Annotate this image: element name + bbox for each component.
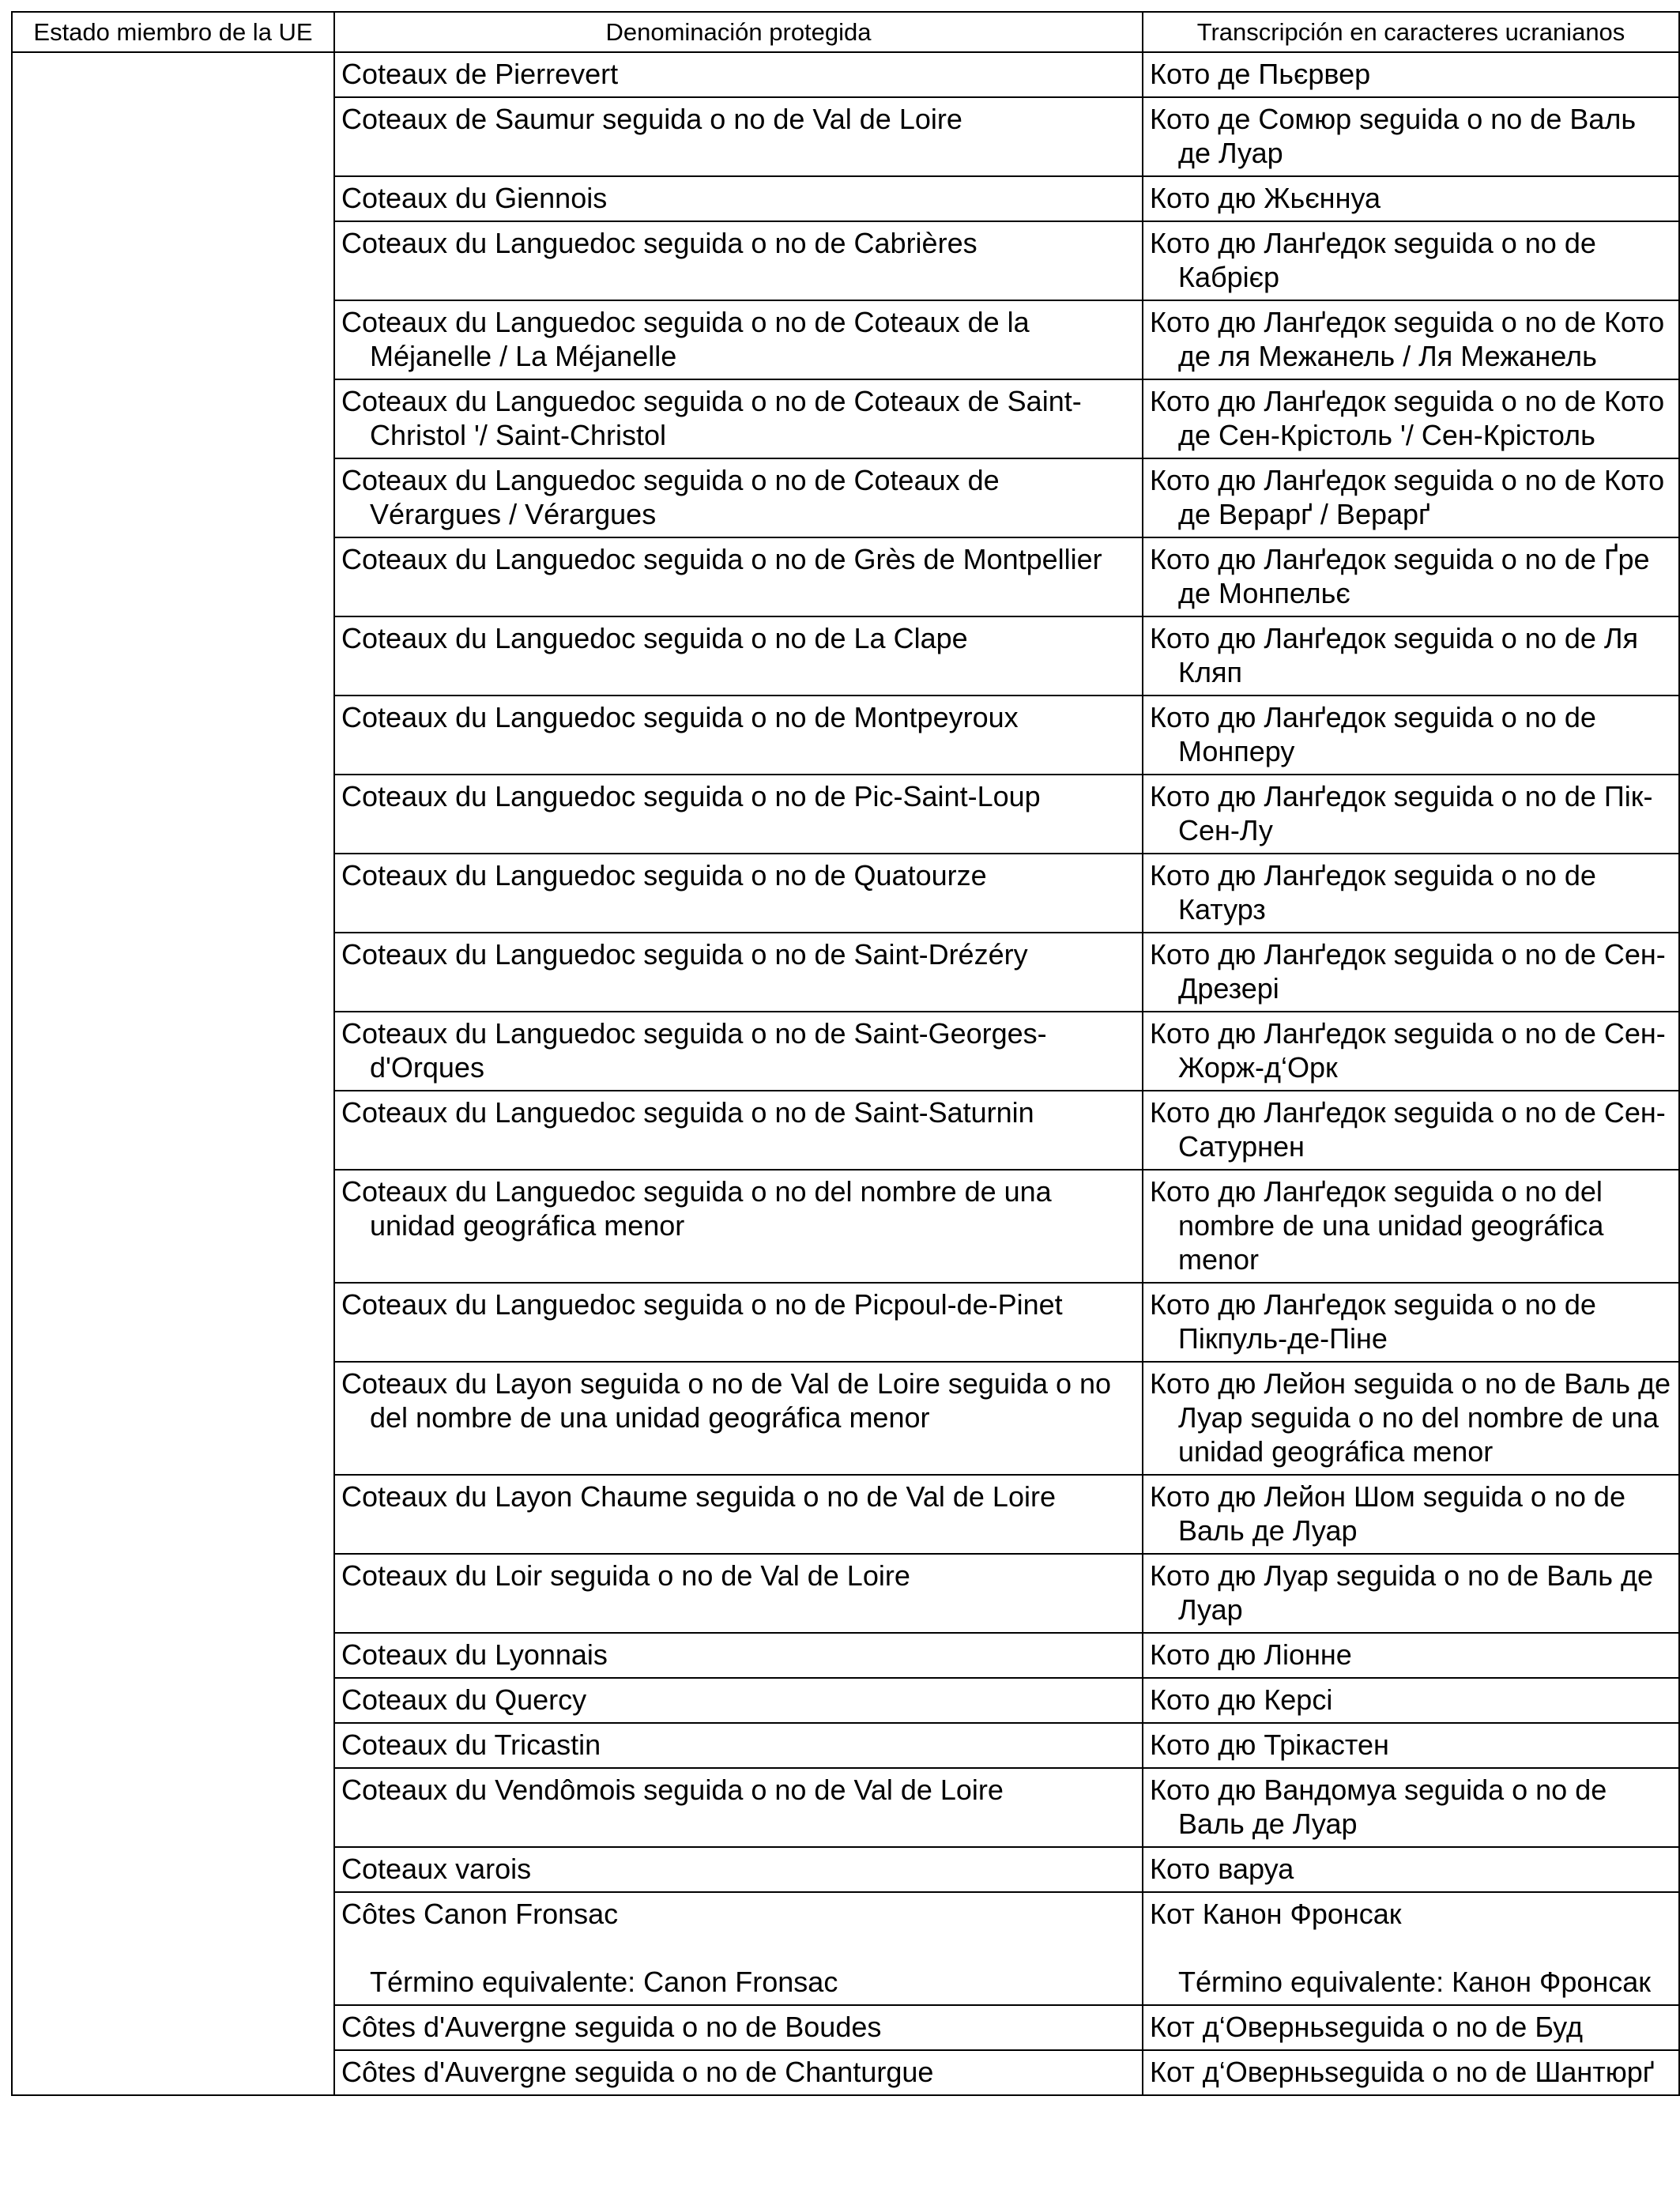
- protected-name-cell: [334, 2005, 1143, 2050]
- table-row: [12, 52, 1679, 97]
- transcription-text: Кот д‘Оверньseguida o no de Буд: [1150, 2011, 1583, 2043]
- protected-name-cell: [334, 2050, 1143, 2095]
- transcription-cell: [1143, 775, 1679, 854]
- protected-name-text: Coteaux du Languedoc seguida o no de Saint-Drézéry: [341, 938, 1028, 971]
- protected-name-text: Coteaux du Layon Chaume seguida o no de Val de Loire: [341, 1480, 1056, 1513]
- transcription-cell: [1143, 1554, 1679, 1633]
- protected-name-text: Coteaux du Loir seguida o no de Val de Loire: [341, 1559, 910, 1592]
- transcription-text: Кото дю Ланґедок seguida o no de Катурз: [1150, 859, 1596, 925]
- transcription-cell: [1143, 1723, 1679, 1768]
- protected-name-cell: [334, 1768, 1143, 1847]
- transcription-text: Кото дю Ланґедок seguida o no de Ля Кляп: [1150, 622, 1638, 688]
- protected-name-text: Côtes Canon Fronsac: [341, 1898, 619, 1930]
- protected-name-cell: [334, 1633, 1143, 1678]
- transcription-text: Кот Канон Фронсак: [1150, 1898, 1402, 1930]
- transcription-cell: [1143, 300, 1679, 379]
- transcription-cell: [1143, 1091, 1679, 1170]
- transcription-cell: [1143, 52, 1679, 97]
- transcription-text: Кото дю Ланґедок seguida o no del nombre de una unidad geográfica menor: [1150, 1175, 1604, 1276]
- transcription-cell: [1143, 1847, 1679, 1892]
- protected-name-text: Coteaux varois: [341, 1853, 532, 1885]
- protected-name-text: Coteaux du Languedoc seguida o no de Cabrières: [341, 227, 977, 259]
- transcription-cell: [1143, 696, 1679, 775]
- protected-name-text: Coteaux de Saumur seguida o no de Val de Loire: [341, 103, 962, 135]
- protected-name-cell: [334, 696, 1143, 775]
- transcription-text: Кото дю Ланґедок seguida o no de Кото де Верарґ / Верарґ: [1150, 464, 1665, 530]
- protected-name-cell: [334, 1678, 1143, 1723]
- protected-name-cell: [334, 176, 1143, 221]
- protected-name-text: Coteaux du Giennois: [341, 182, 608, 214]
- transcription-cell: [1143, 97, 1679, 176]
- transcription-cell: [1143, 458, 1679, 537]
- protected-name-text: Coteaux du Languedoc seguida o no de Coteaux de Vérargues / Vérargues: [341, 464, 1000, 530]
- header-state: Estado miembro de la UE: [12, 12, 334, 52]
- transcription-text: Кото дю Ланґедок seguida o no de Кабрієр: [1150, 227, 1596, 293]
- protected-name-text: Coteaux du Languedoc seguida o no de Pic-Saint-Loup: [341, 780, 1041, 812]
- header-transcription: Transcripción en caracteres ucranianos: [1143, 12, 1679, 52]
- protected-name-text: Coteaux du Lyonnais: [341, 1638, 608, 1671]
- protected-name-text: Coteaux du Languedoc seguida o no de Quatourze: [341, 859, 987, 892]
- transcription-cell: [1143, 1012, 1679, 1091]
- protected-name-cell: [334, 1847, 1143, 1892]
- protected-name-cell: [334, 458, 1143, 537]
- protected-name-cell: [334, 221, 1143, 300]
- protected-name-text: Coteaux du Tricastin: [341, 1728, 601, 1761]
- transcription-text: Кото дю Ланґедок seguida o no de Сен-Жорж-д‘Орк: [1150, 1017, 1666, 1084]
- transcription-text: Кото дю Жьєннуа: [1150, 182, 1381, 214]
- protected-name-text: Coteaux du Languedoc seguida o no de Grès de Montpellier: [341, 543, 1102, 575]
- transcription-cell: [1143, 616, 1679, 696]
- protected-name-cell: [334, 1012, 1143, 1091]
- protected-name-cell: [334, 854, 1143, 933]
- transcription-text: Кото дю Ланґедок seguida o no de Кото де Сен-Крістоль '/ Сен-Крістоль: [1150, 385, 1665, 451]
- transcription-cell: [1143, 537, 1679, 616]
- protected-name-text: Coteaux du Languedoc seguida o no de Coteaux de Saint-Christol '/ Saint-Christol: [341, 385, 1082, 451]
- protected-equivalent-term: Término equivalente: Canon Fronsac: [370, 1966, 838, 1998]
- protected-name-text: Coteaux de Pierrevert: [341, 58, 619, 90]
- protected-name-cell: [334, 616, 1143, 696]
- transcription-cell: [1143, 1475, 1679, 1554]
- protected-name-cell: [334, 1723, 1143, 1768]
- protected-name-cell: [334, 300, 1143, 379]
- protected-name-text: Coteaux du Languedoc seguida o no de La Clape: [341, 622, 968, 654]
- transcription-cell: [1143, 1633, 1679, 1678]
- table-body: [12, 52, 1679, 2095]
- transcription-text: Кото дю Ліонне: [1150, 1638, 1352, 1671]
- transcription-cell: [1143, 2005, 1679, 2050]
- transcription-cell: [1143, 1768, 1679, 1847]
- transcription-text: Кото дю Лейон seguida o no de Валь де Луар seguida o no del nombre de una unidad geográfica menor: [1150, 1367, 1671, 1468]
- transcription-text: Кот д‘Оверньseguida o no de Шантюрґ: [1150, 2056, 1655, 2088]
- protected-name-cell: [334, 1892, 1143, 2005]
- transcription-text: Кото дю Лейон Шом seguida o no de Валь де Луар: [1150, 1480, 1625, 1547]
- protected-name-cell: [334, 52, 1143, 97]
- transcription-text: Кото де Сомюр seguida o no de Валь де Луар: [1150, 103, 1637, 169]
- protected-name-text: Coteaux du Languedoc seguida o no de Saint-Georges-d'Orques: [341, 1017, 1047, 1084]
- header-row: [12, 12, 1679, 52]
- transcription-text: Кото дю Трікастен: [1150, 1728, 1389, 1761]
- protected-name-text: Côtes d'Auvergne seguida o no de Boudes: [341, 2011, 882, 2043]
- transcription-cell: [1143, 1892, 1679, 2005]
- transcription-text: Кото дю Вандомуа seguida o no de Валь де Луар: [1150, 1774, 1607, 1840]
- protected-name-text: Coteaux du Languedoc seguida o no de Coteaux de la Méjanelle / La Méjanelle: [341, 306, 1030, 372]
- protected-name-cell: [334, 1170, 1143, 1283]
- protected-name-text: Coteaux du Vendômois seguida o no de Val de Loire: [341, 1774, 1004, 1806]
- protected-name-text: Coteaux du Quercy: [341, 1683, 587, 1716]
- transcription-cell: [1143, 379, 1679, 458]
- transcription-equivalent-term: Término equivalente: Канон Фронсак: [1178, 1966, 1652, 1998]
- protected-name-text: Coteaux du Languedoc seguida o no de Saint-Saturnin: [341, 1096, 1034, 1129]
- transcription-cell: [1143, 854, 1679, 933]
- protected-name-text: Coteaux du Layon seguida o no de Val de Loire seguida o no del nombre de una unidad geográfica menor: [341, 1367, 1112, 1434]
- transcription-cell: [1143, 1678, 1679, 1723]
- transcription-text: Кото дю Ланґедок seguida o no de Монперу: [1150, 701, 1596, 767]
- transcription-cell: [1143, 1170, 1679, 1283]
- member-state-cell: [12, 52, 334, 2095]
- transcription-cell: [1143, 176, 1679, 221]
- transcription-text: Кото дю Ланґедок seguida o no de Сен-Дрезері: [1150, 938, 1666, 1005]
- protected-name-cell: [334, 97, 1143, 176]
- transcription-cell: [1143, 933, 1679, 1012]
- transcription-text: Кото варуа: [1150, 1853, 1294, 1885]
- protected-name-cell: [334, 1554, 1143, 1633]
- protected-name-cell: [334, 1362, 1143, 1475]
- transcription-text: Кото дю Ланґедок seguida o no de Ґре де Монпельє: [1150, 543, 1650, 609]
- protected-name-cell: [334, 1283, 1143, 1362]
- protected-name-text: Coteaux du Languedoc seguida o no de Picpoul-de-Pinet: [341, 1288, 1063, 1321]
- protected-name-cell: [334, 379, 1143, 458]
- protected-name-cell: [334, 1091, 1143, 1170]
- transcription-text: Кото дю Керсі: [1150, 1683, 1333, 1716]
- transcription-text: Кото дю Луар seguida o no de Валь де Луар: [1150, 1559, 1654, 1626]
- protected-name-cell: [334, 537, 1143, 616]
- protected-name-text: Côtes d'Auvergne seguida o no de Chanturgue: [341, 2056, 934, 2088]
- protected-name-cell: [334, 1475, 1143, 1554]
- transcription-text: Кото де Пьєрвер: [1150, 58, 1371, 90]
- transcription-text: Кото дю Ланґедок seguida o no de Пік-Сен-Лу: [1150, 780, 1653, 846]
- transcription-cell: [1143, 2050, 1679, 2095]
- protected-name-text: Coteaux du Languedoc seguida o no del nombre de una unidad geográfica menor: [341, 1175, 1052, 1242]
- transcription-text: Кото дю Ланґедок seguida o no de Сен-Сатурнен: [1150, 1096, 1666, 1163]
- transcription-text: Кото дю Ланґедок seguida o no de Кото де ля Межанель / Ля Межанель: [1150, 306, 1665, 372]
- protected-name-cell: [334, 775, 1143, 854]
- transcription-cell: [1143, 1362, 1679, 1475]
- transcription-text: Кото дю Ланґедок seguida o no de Пікпуль-де-Піне: [1150, 1288, 1596, 1355]
- transcription-cell: [1143, 221, 1679, 300]
- protected-name-cell: [334, 933, 1143, 1012]
- protected-name-text: Coteaux du Languedoc seguida o no de Montpeyroux: [341, 701, 1019, 733]
- header-protected: Denominación protegida: [334, 12, 1143, 52]
- protected-names-table: [11, 11, 1680, 2096]
- transcription-cell: [1143, 1283, 1679, 1362]
